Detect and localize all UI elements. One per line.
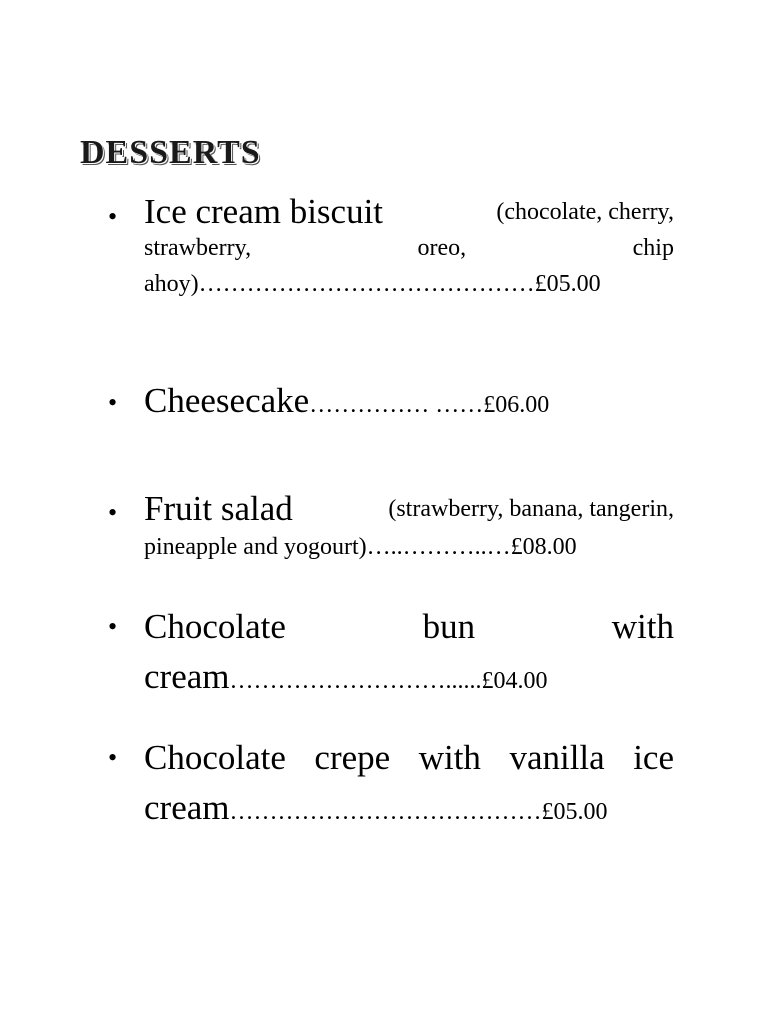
item-name: cream — [144, 788, 230, 827]
menu-heading: DESSERTS — [80, 134, 261, 171]
menu-item-fruit-salad — [108, 490, 674, 566]
bullet-icon: • — [108, 612, 118, 641]
item-name: Fruit salad — [144, 489, 293, 528]
dot-leader: ………………………………… — [229, 799, 542, 825]
item-price: £06.00 — [483, 392, 550, 418]
item-name: Cheesecake — [144, 381, 310, 420]
bullet-icon: • — [108, 388, 118, 417]
item-name-word: with — [611, 607, 674, 646]
bullet-icon: • — [108, 498, 118, 527]
item-price: £05.00 — [541, 799, 608, 825]
dot-leader: …..………..… — [366, 534, 511, 560]
item-price: £04.00 — [481, 668, 548, 694]
item-name: Chocolate crepe with vanilla ice — [144, 738, 674, 777]
item-details-word: strawberry, — [144, 235, 252, 261]
item-name: cream — [144, 657, 230, 696]
item-name-word: bun — [422, 607, 476, 646]
dot-leader: …………… …… — [309, 392, 484, 418]
item-details-word: oreo, — [417, 235, 467, 261]
menu-item-ice-cream-biscuit — [108, 194, 674, 302]
item-details: (strawberry, banana, tangerin, — [388, 496, 674, 522]
bullet-icon: • — [108, 202, 118, 231]
menu-item-chocolate-crepe — [108, 733, 674, 840]
menu-item-chocolate-bun — [108, 602, 674, 709]
item-details: ahoy) — [144, 271, 199, 297]
dot-leader: …………………………………… — [198, 271, 535, 297]
item-name-word: Chocolate — [144, 607, 286, 646]
dot-leader: ………………………...... — [229, 668, 482, 694]
item-details: (chocolate, cherry, — [496, 199, 674, 225]
item-price: £08.00 — [510, 534, 577, 560]
item-name: Ice cream biscuit — [144, 192, 384, 231]
item-price: £05.00 — [534, 271, 601, 297]
item-details: pineapple and yogourt) — [144, 534, 367, 560]
bullet-icon: • — [108, 743, 118, 772]
menu-item-cheesecake — [108, 380, 674, 429]
item-details-word: chip — [632, 235, 674, 261]
